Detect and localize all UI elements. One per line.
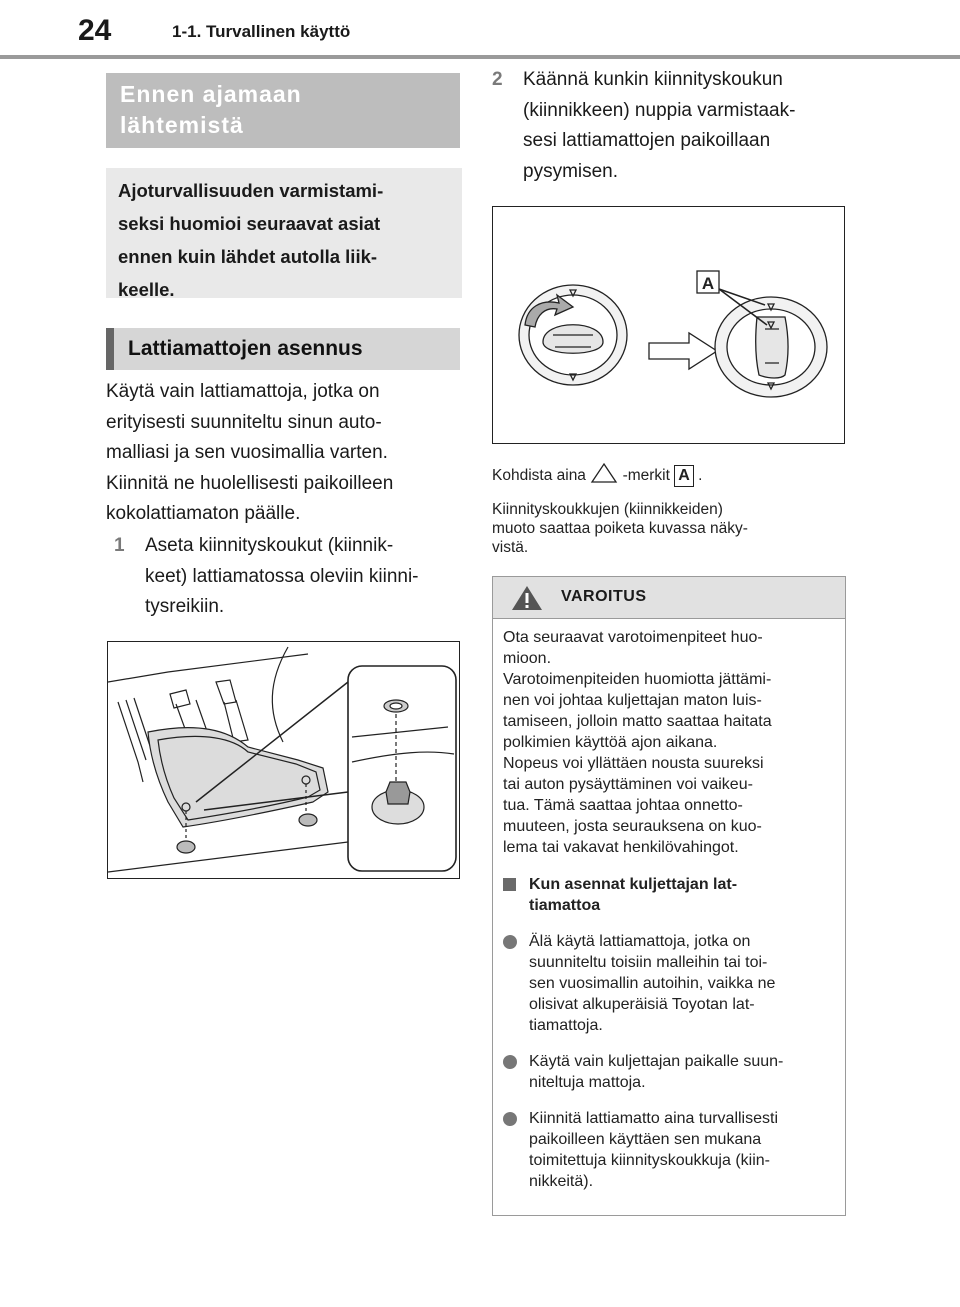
caption-shape-note: [492, 500, 842, 557]
caption-line: Kiinnityskoukkujen (kiinnikkeiden): [492, 501, 723, 518]
step-text: [114, 531, 464, 623]
heading-line: Ennen ajamaan: [120, 81, 302, 107]
label-a: A: [674, 465, 694, 487]
warning-intro: [503, 627, 835, 858]
subheading-line: Kun asennat kuljettajan lat-: [529, 876, 738, 893]
body-line: malliasi ja sen vuosimallia varten.: [106, 442, 388, 463]
section-title: 1-1. Turvallinen käyttö: [172, 22, 351, 41]
step-text: [492, 65, 852, 187]
body-line: Kiinnitä ne huolellisesti paikoilleen: [106, 472, 394, 494]
bullet-line: niteltuja mattoja.: [529, 1074, 646, 1091]
body-line: kokolattiamaton päälle.: [106, 503, 301, 524]
intro-line: seksi huomioi seuraavat asiat: [118, 213, 381, 234]
bullet-line: paikoilleen käyttäen sen mukana: [529, 1131, 762, 1148]
step-line: keet) lattiamatossa oleviin kiinni-: [145, 565, 419, 587]
heading-line: lähtemistä: [120, 112, 244, 138]
heading-before-driving: [106, 73, 460, 148]
square-bullet-icon: [503, 878, 516, 891]
warning-line: Nopeus voi yllättäen nousta suureksi: [503, 755, 764, 772]
warning-line: Ota seuraavat varotoimenpiteet huo-: [503, 629, 763, 646]
warning-subheading: [503, 874, 835, 916]
bullet-line: Käytä vain kuljettajan paikalle suun-: [529, 1053, 784, 1070]
warning-bullet: [503, 931, 835, 1036]
subheading-line: tiamattoa: [529, 897, 601, 914]
step-2: [492, 65, 852, 187]
warning-line: lema tai vakavat henkilövahingot.: [503, 839, 739, 856]
step-1: [114, 531, 464, 623]
heading-floor-mats: Lattiamattojen asennus: [106, 328, 460, 370]
warning-box: [492, 576, 846, 1216]
bullet-line: nikkeitä).: [529, 1173, 594, 1190]
warning-line: polkimien käyttöä ajon aikana.: [503, 734, 718, 751]
warning-bullet: [503, 1108, 835, 1192]
warning-line: mioon.: [503, 650, 552, 667]
intro-line: keelle.: [118, 279, 175, 300]
knob-rotation-illustration: [492, 206, 845, 444]
floor-mat-illustration: [107, 641, 460, 879]
step-number: 2: [492, 69, 503, 90]
warning-line: tamiseen, jolloin matto saattaa haitata: [503, 713, 772, 730]
intro-line: ennen kuin lähdet autolla liik-: [118, 246, 378, 267]
intro-line: Ajoturvallisuuden varmistami-: [118, 180, 384, 201]
bullet-line: Kiinnitä lattiamatto aina turvallisesti: [529, 1110, 779, 1127]
warning-line: Varotoimenpiteiden huomiotta jättämi-: [503, 671, 772, 688]
caption-text: -merkit: [622, 467, 670, 484]
round-bullet-icon: [503, 935, 517, 949]
body-line: erityisesti suunniteltu sinun auto-: [106, 411, 382, 433]
body-line: Käytä vain lattiamattoja, jotka on: [106, 381, 380, 402]
figure-label-a: A: [701, 274, 715, 293]
intro-box: [106, 168, 462, 298]
step-line: Aseta kiinnityskoukut (kiinnik-: [145, 535, 394, 556]
bullet-line: toimitettuja kiinnityskoukkuja (kiin-: [529, 1152, 770, 1169]
warning-bullet: [503, 1051, 835, 1093]
header-rule: [0, 55, 960, 59]
caption-text: .: [698, 467, 703, 484]
warning-body: [493, 619, 845, 1192]
triangle-mark-icon: [590, 462, 618, 484]
step-line: Käännä kunkin kiinnityskoukun: [523, 69, 783, 90]
warning-line: muuteen, josta seurauksena on kuo-: [503, 818, 762, 835]
step-line: (kiinnikkeen) nuppia varmistaak-: [523, 99, 796, 121]
bullet-line: olisivat alkuperäisiä Toyotan lat-: [529, 996, 755, 1013]
caption-line: vistä.: [492, 539, 529, 556]
warning-title: VAROITUS: [561, 588, 647, 605]
round-bullet-icon: [503, 1055, 517, 1069]
bullet-line: Älä käytä lattiamattoja, jotka on: [529, 933, 751, 950]
bullet-line: tiamattoja.: [529, 1017, 603, 1034]
warning-line: nen voi johtaa kuljettajan maton luis-: [503, 692, 762, 709]
knob-rotation-drawing: [493, 207, 845, 444]
caption-align-marks: [492, 462, 702, 487]
warning-triangle-icon: [511, 585, 543, 611]
caption-line: muoto saattaa poiketa kuvassa näky-: [492, 520, 748, 537]
warning-line: tai auton pysäyttäminen voi vaikeu-: [503, 776, 753, 793]
caption-text: Kohdista aina: [492, 467, 586, 484]
page-number: 24: [78, 14, 112, 47]
body-paragraph: [106, 377, 466, 530]
step-line: tysreikiin.: [145, 596, 225, 617]
floor-mat-drawing: [108, 642, 460, 879]
round-bullet-icon: [503, 1112, 517, 1126]
bullet-line: suunniteltu toisiin malleihin tai toi-: [529, 954, 768, 971]
bullet-line: sen vuosimallin autoihin, vaikka ne: [529, 975, 776, 992]
warning-header: [493, 577, 845, 619]
step-line: pysymisen.: [523, 160, 619, 182]
warning-line: tua. Tämä saattaa johtaa onnetto-: [503, 797, 743, 814]
step-number: 1: [114, 535, 125, 556]
step-line: sesi lattiamattojen paikoillaan: [523, 130, 771, 151]
